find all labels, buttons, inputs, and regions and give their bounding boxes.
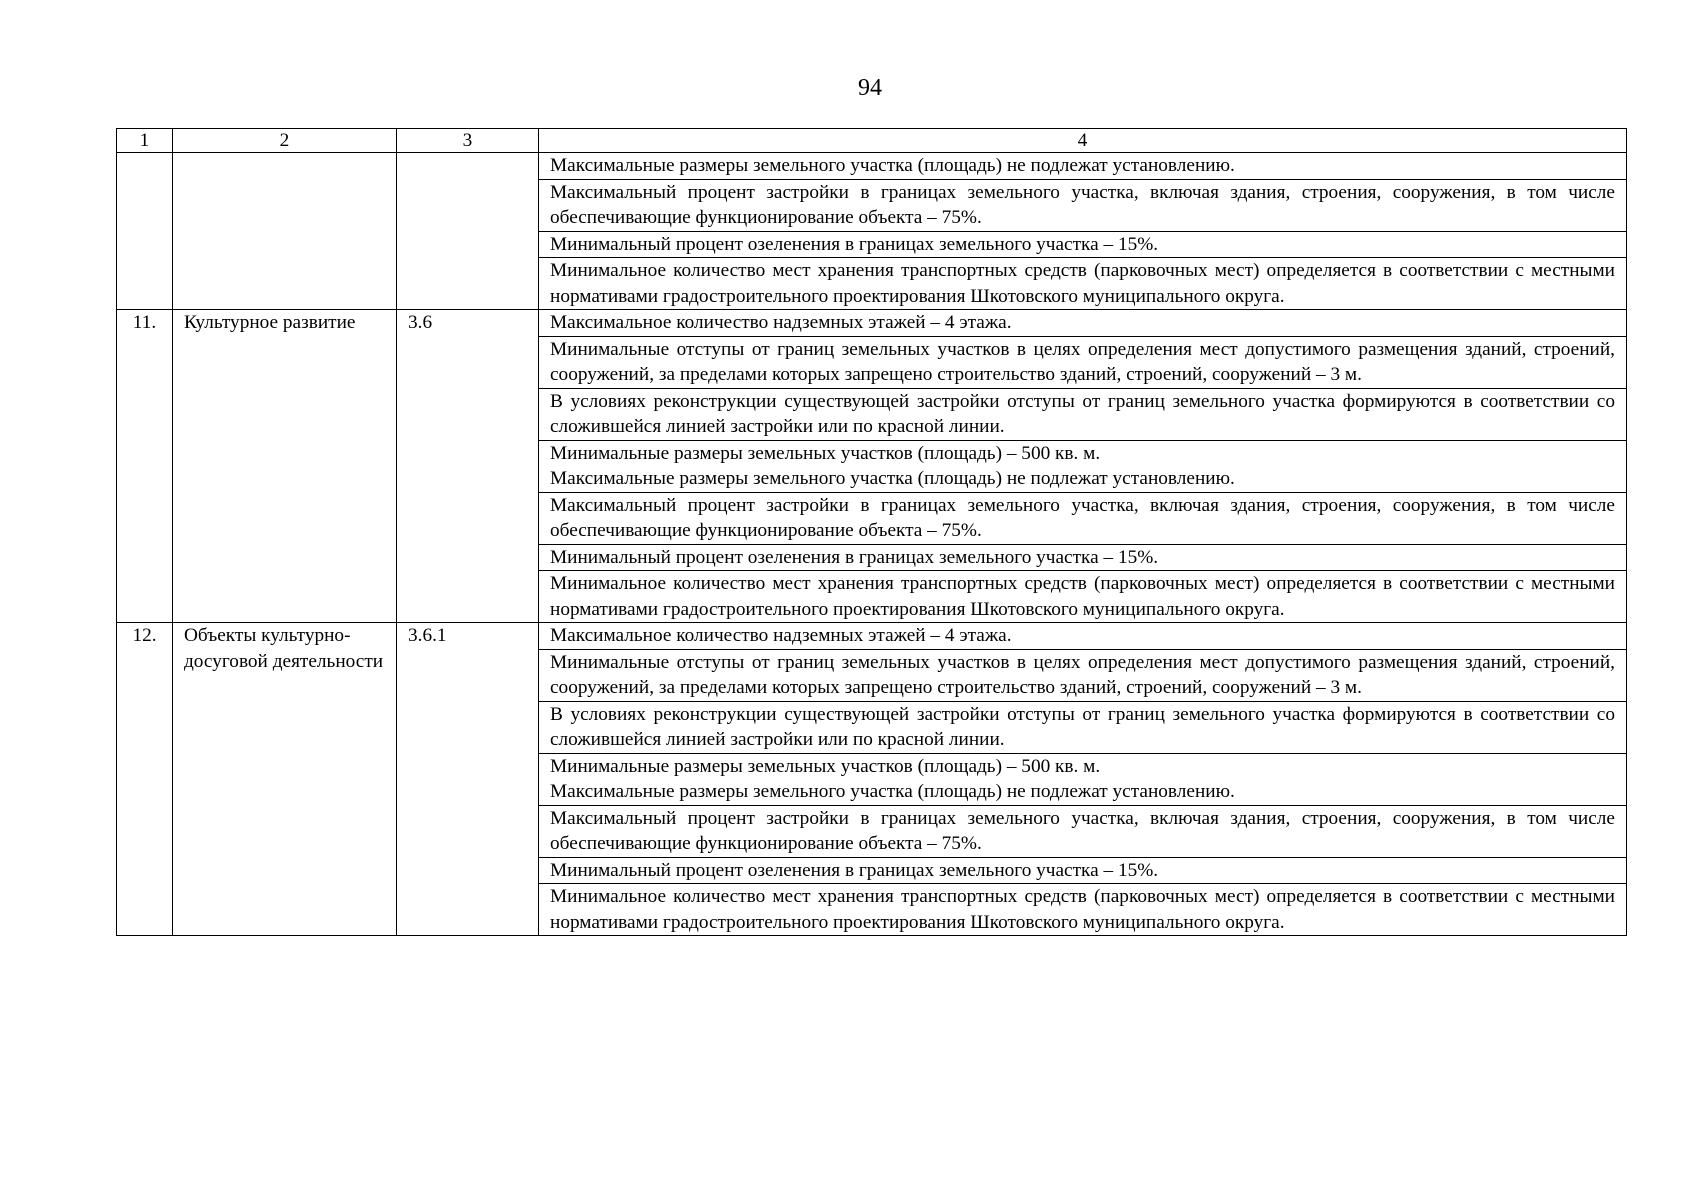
table-header-row [117, 129, 1627, 153]
parameter-text: Минимальные размеры земельных участков (площадь) – 500 кв. м. [550, 755, 1101, 777]
row-number-cell [117, 153, 173, 310]
row-code-cell: 3.6 [397, 310, 539, 623]
parameter-text: Минимальный процент озеленения в границах земельного участка – 15%. [550, 546, 1159, 568]
parameter-text: Минимальные размеры земельных участков (площадь) – 500 кв. м. [550, 442, 1101, 464]
parameter-cell [539, 857, 1627, 884]
parameter-text: Максимальный процент застройки в границах земельного участка, включая здания, строения, сооружения, в том числе обеспечивающие функционирование объекта – 75%. [550, 181, 1615, 228]
parameter-cell [539, 623, 1627, 650]
parameter-text: Максимальные размеры земельного участка (площадь) не подлежат установлению. [550, 468, 1235, 489]
parameter-cell [539, 258, 1627, 310]
parameter-cell [539, 701, 1627, 753]
parameter-text: В условиях реконструкции существующей застройки отступы от границ земельного участка формируются в соответствии со сложившейся линией застройки или по красной линии. [550, 703, 1615, 750]
row-number-cell: 11. [117, 310, 173, 623]
column-header-4: 4 [539, 129, 1627, 153]
parameter-text: Минимальные отступы от границ земельных участков в целях определения мест допустимого размещения зданий, строений, сооружений, за пределами которых запрещено строительство зданий, строений, сооружений – 3 м. [550, 338, 1615, 385]
row-number-cell: 12. [117, 623, 173, 936]
parameter-text: Минимальные отступы от границ земельных участков в целях определения мест допустимого размещения зданий, строений, сооружений, за пределами которых запрещено строительство зданий, строений, сооружений – 3 м. [550, 651, 1615, 698]
column-header-1: 1 [117, 129, 173, 153]
row-code-cell: 3.6.1 [397, 623, 539, 936]
row-code-cell [397, 153, 539, 310]
parameter-cell [539, 884, 1627, 936]
parameter-cell [539, 805, 1627, 857]
parameter-cell [539, 544, 1627, 571]
row-name-cell: Культурное развитие [173, 310, 397, 623]
parameter-cell [539, 440, 1627, 492]
parameter-text: Максимальное количество надземных этажей – 4 этажа. [550, 625, 1012, 646]
parameter-text: Максимальные размеры земельного участка (площадь) не подлежат установлению. [550, 781, 1235, 802]
parameter-text: Максимальное количество надземных этажей – 4 этажа. [550, 312, 1012, 333]
zoning-parameters-table [116, 128, 1627, 936]
row-name-cell: Объекты культурно-досуговой деятельности [173, 623, 397, 936]
parameter-cell [539, 231, 1627, 258]
parameter-text: В условиях реконструкции существующей застройки отступы от границ земельного участка формируются в соответствии со сложившейся линией застройки или по красной линии. [550, 390, 1615, 437]
parameter-text: Максимальные размеры земельного участка (площадь) не подлежат установлению. [550, 155, 1235, 176]
parameter-text: Минимальный процент озеленения в границах земельного участка – 15%. [550, 859, 1159, 881]
parameter-cell [539, 310, 1627, 337]
parameter-cell [539, 571, 1627, 623]
table-row [117, 153, 1627, 180]
table-row [117, 623, 1627, 650]
parameter-text: Максимальный процент застройки в границах земельного участка, включая здания, строения, сооружения, в том числе обеспечивающие функционирование объекта – 75%. [550, 807, 1615, 854]
table-row [117, 310, 1627, 337]
parameter-text: Максимальный процент застройки в границах земельного участка, включая здания, строения, сооружения, в том числе обеспечивающие функционирование объекта – 75%. [550, 494, 1615, 541]
parameter-cell [539, 179, 1627, 231]
column-header-3: 3 [397, 129, 539, 153]
page-number: 94 [858, 75, 882, 101]
parameter-text: Минимальное количество мест хранения транспортных средств (парковочных мест) определяется в соответствии с местными нормативами градостроительного проектирования Шкотовского муниципального округа. [550, 886, 1615, 933]
row-name-cell [173, 153, 397, 310]
column-header-2: 2 [173, 129, 397, 153]
parameter-cell [539, 388, 1627, 440]
parameter-cell [539, 753, 1627, 805]
parameter-cell [539, 492, 1627, 544]
parameter-cell [539, 336, 1627, 388]
parameter-cell [539, 649, 1627, 701]
parameter-text: Минимальный процент озеленения в границах земельного участка – 15%. [550, 233, 1159, 255]
parameter-text: Минимальное количество мест хранения транспортных средств (парковочных мест) определяется в соответствии с местными нормативами градостроительного проектирования Шкотовского муниципального округа. [550, 573, 1615, 620]
parameter-cell [539, 153, 1627, 180]
parameter-text: Минимальное количество мест хранения транспортных средств (парковочных мест) определяется в соответствии с местными нормативами градостроительного проектирования Шкотовского муниципального округа. [550, 260, 1615, 307]
